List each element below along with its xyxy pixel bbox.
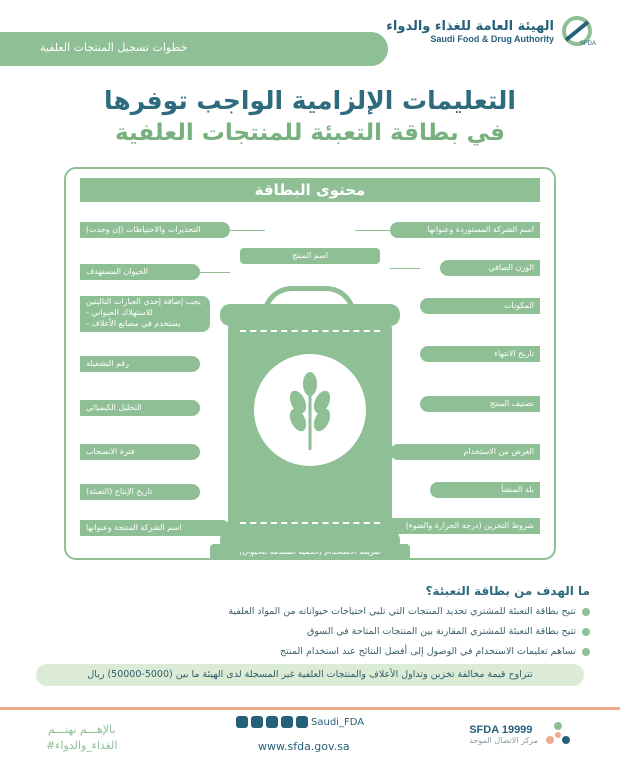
org-name-en: Saudi Food & Drug Authority: [430, 33, 554, 44]
social-handle[interactable]: Saudi_FDA: [311, 716, 365, 728]
bullet-icon: [582, 608, 590, 616]
bag-stitch: [240, 330, 380, 332]
label-importer: اسم الشركة المستوردة وعنوانها: [390, 222, 540, 238]
statement-option: - يستخدم في مصانع الأعلاف: [86, 319, 181, 328]
label-batch: رقم التشغيلة: [80, 356, 200, 372]
contact-center: [469, 720, 572, 748]
sfda-logo: [386, 14, 597, 48]
goal-item: [280, 646, 590, 657]
label-withdrawal: فترة الانسحاب: [80, 444, 200, 460]
org-name-ar: الهيئة العامة للغذاء والدواء: [386, 18, 554, 34]
sfda-emblem-icon: [560, 14, 597, 48]
bag-emblem: [254, 354, 366, 466]
label-origin: بلد المنشأ: [430, 482, 540, 498]
slogan-line: بالإهـــم نهتـــم: [48, 723, 116, 736]
statement-line: يجب إضافة إحدى العبارات التاليتين: [86, 297, 201, 306]
goal-item: [228, 606, 590, 617]
footer-divider: [0, 707, 620, 710]
snapchat-icon[interactable]: [251, 716, 263, 728]
goal-item: [307, 626, 590, 637]
label-expiry: تاريخ الانتهاء: [420, 346, 540, 362]
label-target-animal: الحيوان المستهدف: [80, 264, 200, 280]
contact-number: SFDA 19999: [469, 723, 533, 736]
page-title-line1: التعليمات الإلزامية الواجب توفرها: [104, 86, 516, 115]
instagram-icon[interactable]: [266, 716, 278, 728]
label-storage: شروط التخزين (درجة الحرارة والضوء): [380, 518, 540, 534]
goal-text: تتيح بطاقة التعبئة للمشتري المقارنة بين المنتجات المتاحة في السوق: [306, 626, 576, 637]
bullet-icon: [582, 628, 590, 636]
bag-bottom: [220, 530, 400, 552]
goal-text: تتيح بطاقة التعبئة للمشتري تحديد المنتجات التي تلبي احتياجات حيواناته من المواد العلفية: [228, 606, 576, 617]
slogan-hashtag: #الغذاء_والدواء: [46, 739, 118, 752]
page-title-line2: في بطاقة التعبئة للمنتجات العلفية: [115, 120, 505, 146]
label-net-weight: الوزن الصافي: [440, 260, 540, 276]
connector: [200, 272, 230, 273]
label-ingredients: المكونات: [420, 298, 540, 314]
card-title: محتوى البطاقة: [80, 178, 540, 202]
statement-option: - للاستهلاك الحيواني: [86, 308, 153, 317]
contact-label: مركز الاتصال الموحد: [469, 735, 538, 745]
label-classification: تصنيف المنتج: [420, 396, 540, 412]
label-production-date: تاريخ الإنتاج (التعبئة): [80, 484, 200, 500]
bag-top: [220, 304, 400, 326]
bullet-icon: [582, 648, 590, 656]
connector: [230, 230, 265, 231]
svg-text:SFDA: SFDA: [580, 41, 597, 47]
connector: [355, 230, 390, 231]
label-manufacturer: اسم الشركة المنتجة وعنوانها: [80, 520, 230, 536]
social-links: [236, 716, 364, 728]
connector: [390, 268, 420, 269]
twitter-icon[interactable]: [236, 716, 248, 728]
label-statement: [80, 296, 210, 332]
label-chemical: التحليل الكيميائي: [80, 400, 200, 416]
fine-notice: تتراوح قيمة مخالفة تخزين وتداول الأعلاف والمنتجات العلفية غير المسجلة لدى الهيئة ما بين (5000-50000) ريال: [36, 664, 584, 686]
label-warnings: التحذيرات والاحتياطات (إن وجدت): [80, 222, 230, 238]
goal-text: تساهم تعليمات الاستخدام في الوصول إلى أفضل النتائج عند استخدام المنتج: [280, 646, 576, 657]
header-band-text: خطوات تسجيل المنتجات العلفية: [40, 41, 188, 54]
header-band: [0, 32, 388, 66]
website-link[interactable]: www.sfda.gov.sa: [258, 740, 350, 753]
label-product-name: اسم المنتج: [240, 248, 380, 264]
youtube-icon[interactable]: [281, 716, 293, 728]
bag-stitch: [240, 522, 380, 524]
label-purpose: الغرض من الاستخدام: [390, 444, 540, 460]
footer-slogan: [46, 722, 117, 754]
goals-title: ما الهدف من بطاقة التعبئة؟: [425, 584, 590, 598]
network-icon: [544, 720, 572, 748]
wheat-icon: [254, 354, 366, 466]
facebook-icon[interactable]: [296, 716, 308, 728]
